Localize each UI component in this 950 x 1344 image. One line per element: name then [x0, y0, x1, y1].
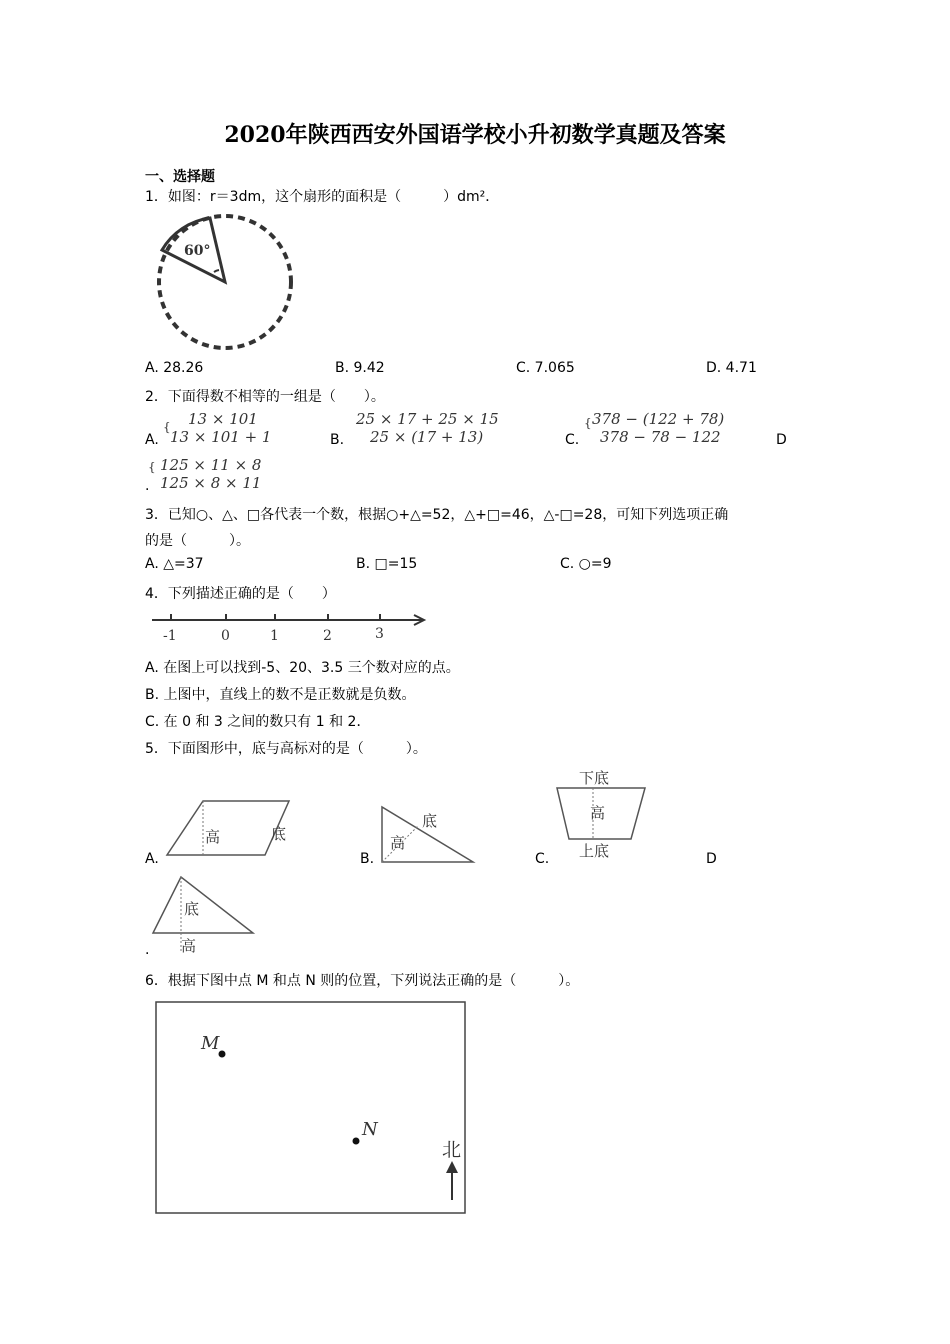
di-label: 底	[422, 812, 438, 830]
question-2: 2．下面得数不相等的一组是（ ）。	[145, 389, 385, 405]
question-4: 4．下列描述正确的是（ ）	[145, 586, 336, 602]
q2-label-a: A.	[145, 432, 159, 448]
q2-c1: 378 − (122 + 78)	[592, 410, 725, 428]
question-3-line1: 3．已知○、△、□各代表一个数，根据○+△=52，△+□=46，△-□=28，可知下列选项正确	[145, 507, 729, 523]
q5-label-d: D	[706, 851, 717, 867]
q1-option-c: C. 7.065	[516, 360, 575, 376]
sector-figure	[150, 210, 300, 355]
brace-icon: {	[584, 416, 592, 430]
triangle-figure-b	[380, 804, 480, 866]
q2-a1: 13 × 101	[188, 410, 258, 428]
di-label: 底	[271, 825, 287, 843]
q4-option-a: A. 在图上可以找到-5、20、3.5 三个数对应的点。	[145, 660, 460, 676]
tick-label: -1	[163, 628, 177, 644]
q2-label-c: C.	[565, 432, 580, 448]
q3-option-a: A. △=37	[145, 556, 204, 572]
angle-label: 60°	[184, 243, 211, 259]
q2-c2: 378 − 78 − 122	[600, 428, 721, 446]
question-3-line2: 的是（ ）。	[145, 533, 250, 549]
page-title: 2020年陕西西安外国语学校小升初数学真题及答案	[224, 122, 726, 148]
point-n	[353, 1138, 360, 1145]
number-line	[150, 608, 430, 648]
q2-label-b: B.	[330, 432, 345, 448]
shangdi-label: 上底	[579, 842, 610, 860]
question-6: 6．根据下图中点 M 和点 N 则的位置，下列说法正确的是（ ）。	[145, 973, 580, 989]
q2-d-dot: .	[145, 478, 150, 494]
point-m	[219, 1051, 226, 1058]
q2-label-d: D	[776, 432, 787, 448]
north-label: 北	[442, 1139, 462, 1161]
q2-d2: 125 × 8 × 11	[160, 474, 262, 492]
q2-d1: 125 × 11 × 8	[160, 456, 262, 474]
q5-d-dot: .	[145, 942, 150, 958]
q4-option-c: C. 在 0 和 3 之间的数只有 1 和 2．	[145, 714, 371, 730]
section-heading: 一、选择题	[145, 169, 215, 185]
point-n-label: N	[362, 1119, 378, 1140]
q3-option-c: C. ○=9	[560, 556, 612, 572]
di-label: 底	[184, 900, 200, 918]
q4-option-b: B. 上图中，直线上的数不是正数就是负数。	[145, 687, 416, 703]
tick-label: 1	[270, 628, 279, 644]
q5-label-b: B.	[360, 851, 375, 867]
q2-b1: 25 × 17 + 25 × 15	[356, 410, 499, 428]
q1-option-d: D. 4.71	[706, 360, 757, 376]
xiadi-label: 下底	[579, 769, 610, 787]
question-5: 5．下面图形中，底与高标对的是（ ）。	[145, 741, 427, 757]
trapezoid-figure	[553, 766, 653, 860]
north-arrow-icon	[446, 1161, 458, 1173]
brace-icon: {	[148, 460, 156, 474]
q2-a2: 13 × 101 + 1	[170, 428, 272, 446]
gao-label: 高	[590, 804, 606, 822]
gao-label: 高	[205, 828, 221, 846]
q5-label-a: A.	[145, 851, 159, 867]
question-1: 1．如图：r＝3dm，这个扇形的面积是（ ）dm²．	[145, 189, 500, 205]
q2-b2: 25 × (17 + 13)	[370, 428, 484, 446]
q1-option-b: B. 9.42	[335, 360, 385, 376]
tick-label: 0	[221, 628, 230, 644]
gao-label: 高	[181, 937, 197, 955]
parallelogram-figure	[165, 798, 305, 860]
q5-label-c: C.	[535, 851, 550, 867]
tick-label: 2	[323, 628, 332, 644]
tick-label: 3	[375, 626, 384, 642]
q1-option-a: A. 28.26	[145, 360, 204, 376]
triangle-figure-d	[150, 874, 260, 956]
map-figure	[155, 1001, 467, 1215]
brace-icon: {	[163, 420, 171, 434]
q3-option-b: B. □=15	[356, 556, 418, 572]
gao-label: 高	[390, 834, 406, 852]
point-m-label: M	[201, 1033, 220, 1054]
